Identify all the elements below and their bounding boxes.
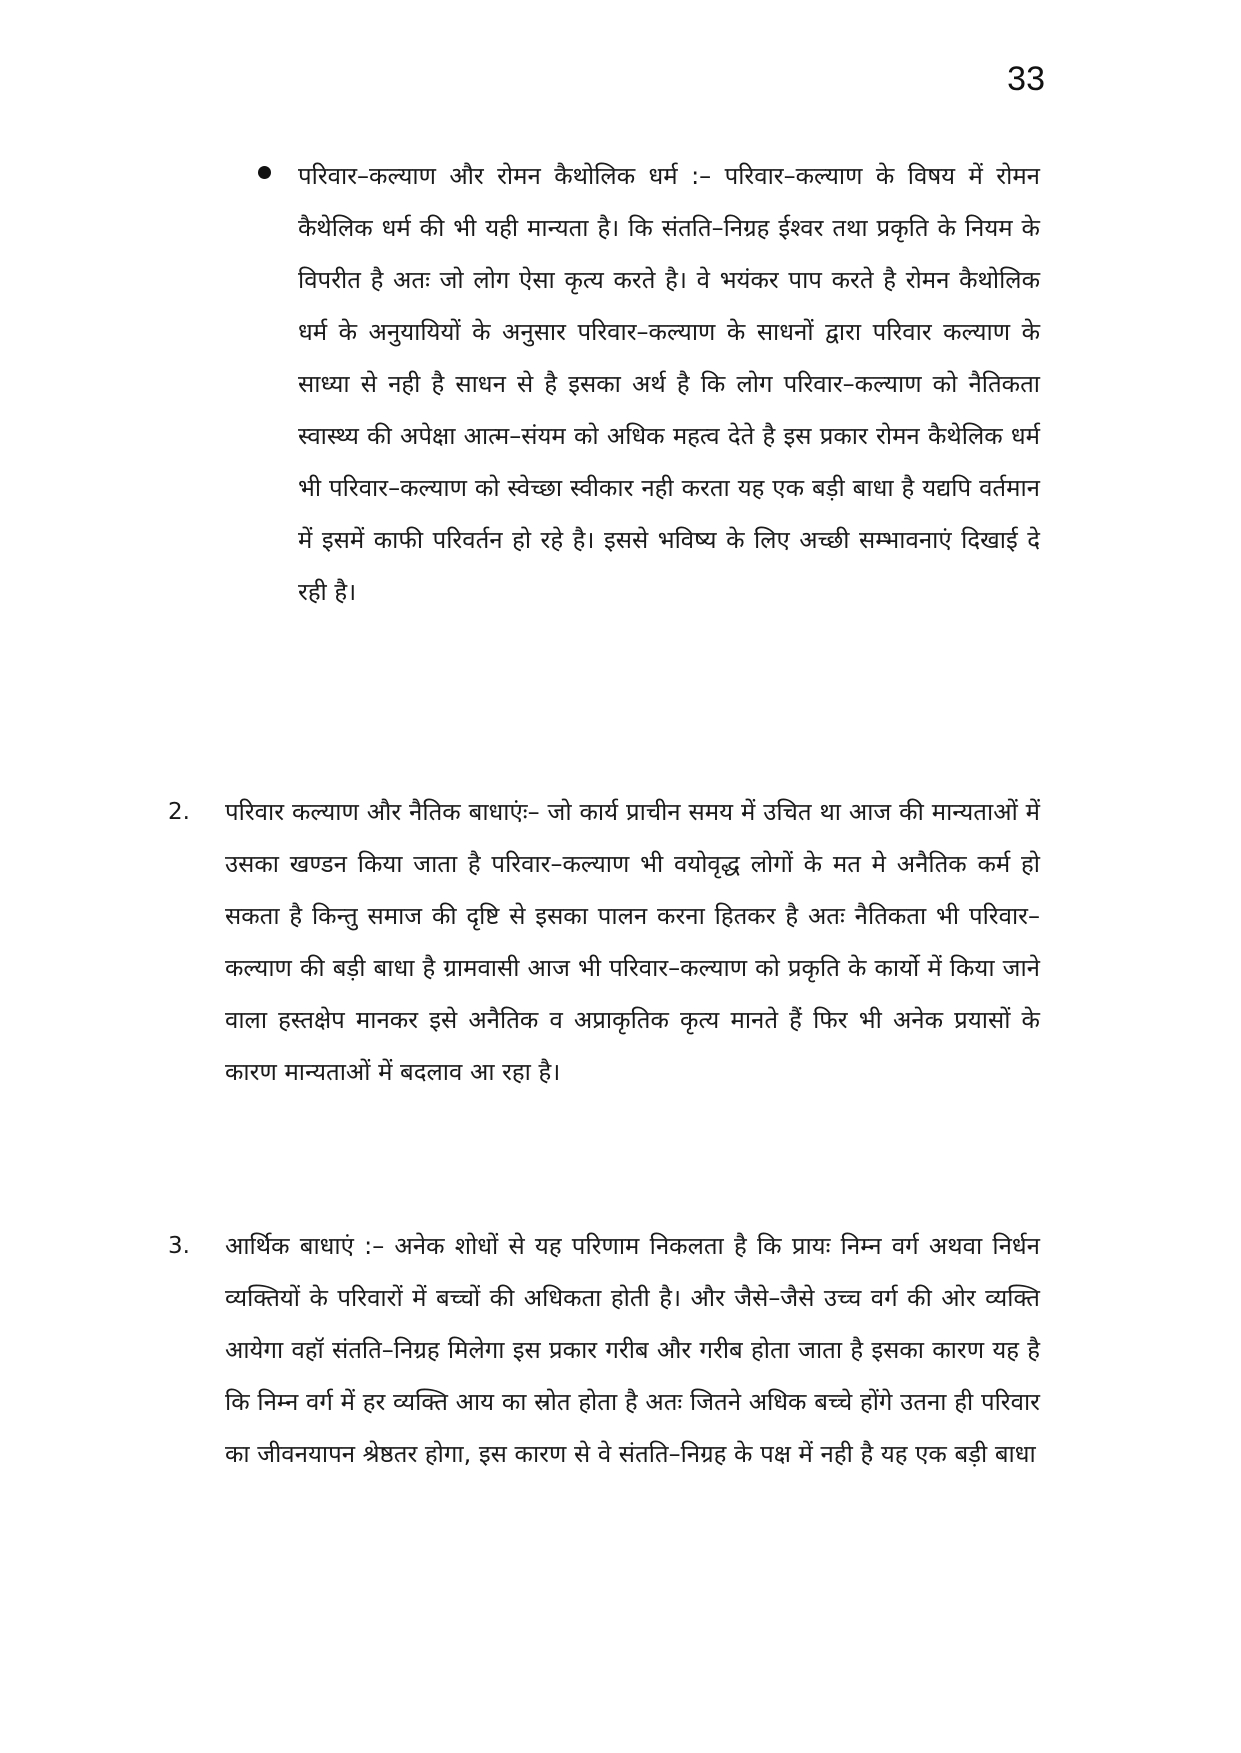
- paragraph-number: 3.: [168, 1233, 190, 1259]
- numbered-paragraph-2: [168, 786, 1040, 1098]
- bullet-icon: [258, 166, 271, 179]
- numbered-paragraph-3: [168, 1220, 1040, 1480]
- bullet-paragraph-text: परिवार–कल्याण और रोमन कैथोलिक धर्म :– परिवार–कल्याण के विषय में रोमन कैथेलिक धर्म की भी यही मान्यता है। कि संतति–निग्रह ईश्वर तथा प्रकृति के नियम के विपरीत है अतः जो लोग ऐसा कृत्य करते है। वे भयंकर पाप करते है रोमन कैथोलिक धर्म के अनुयायियों के अनुसार परिवार–कल्याण के साधनों द्वारा परिवार कल्याण के साध्या से नही है साधन से है इसका अर्थ है कि लोग परिवार–कल्याण को नैतिकता स्वास्थ्य की अपेक्षा आत्म–संयम को अधिक महत्व देते है इस प्रकार रोमन कैथेलिक धर्म भी परिवार–कल्याण को स्वेच्छा स्वीकार नही करता यह एक बड़ी बाधा है यद्यपि वर्तमान में इसमें काफी परिवर्तन हो रहे है। इससे भविष्य के लिए अच्छी सम्भावनाएं दिखाई दे रही है।: [298, 162, 1040, 606]
- paragraph-number: 2.: [168, 799, 190, 825]
- paragraph-text: आर्थिक बाधाएं :– अनेक शोधों से यह परिणाम निकलता है कि प्रायः निम्न वर्ग अथवा निर्धन व्यक्तियों के परिवारों में बच्चों की अधिकता होती है। और जैसे–जैसे उच्च वर्ग की ओर व्यक्ति आयेगा वहॉ संतति–निग्रह मिलेगा इस प्रकार गरीब और गरीब होता जाता है इसका कारण यह है कि निम्न वर्ग में हर व्यक्ति आय का स्रोत होता है अतः जितने अधिक बच्चे होंगे उतना ही परिवार का जीवनयापन श्रेष्ठतर होगा, इस कारण से वे संतति–निग्रह के पक्ष में नही है यह एक बड़ी बाधा: [225, 1232, 1040, 1468]
- page-number: 33: [1007, 60, 1045, 98]
- bullet-paragraph: [258, 150, 1040, 618]
- paragraph-text: परिवार कल्याण और नैतिक बाधाएंः– जो कार्य प्राचीन समय में उचित था आज की मान्यताओं में उसका खण्डन किया जाता है परिवार–कल्याण भी वयोवृद्ध लोगों के मत मे अनैतिक कर्म हो सकता है किन्तु समाज की दृष्टि से इसका पालन करना हितकर है अतः नैतिकता भी परिवार–कल्याण की बड़ी बाधा है ग्रामवासी आज भी परिवार–कल्याण को प्रकृति के कार्यो में किया जाने वाला हस्तक्षेप मानकर इसे अनैतिक व अप्राकृतिक कृत्य मानते हैं फिर भी अनेक प्रयासों के कारण मान्यताओं में बदलाव आ रहा है।: [225, 798, 1040, 1086]
